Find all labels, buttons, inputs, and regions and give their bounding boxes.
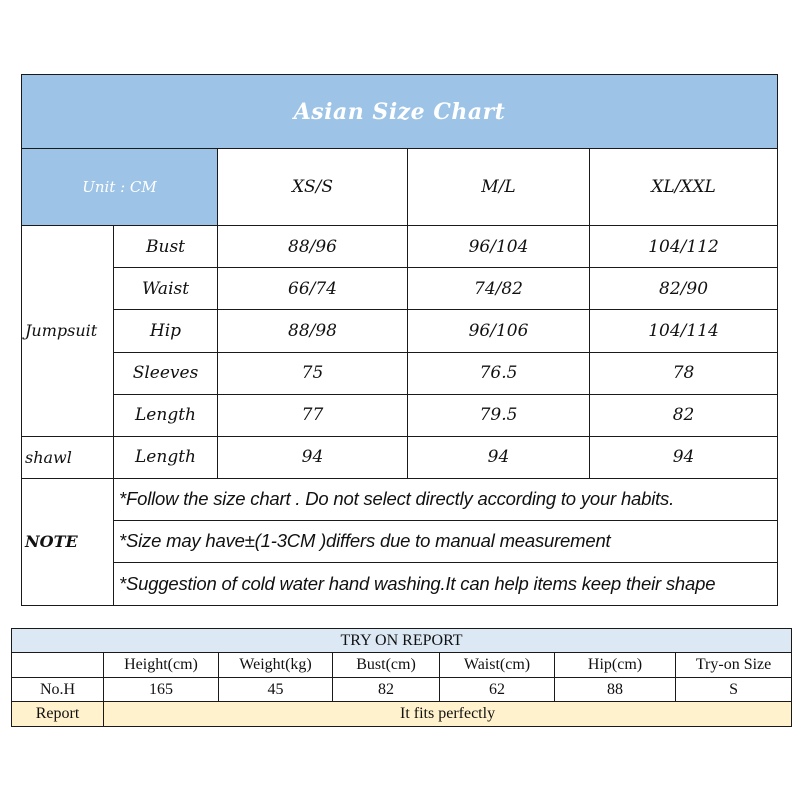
- header-blank-cell: [12, 653, 104, 678]
- size-header-m-l: M/L: [408, 149, 590, 226]
- measure-label: Length: [114, 394, 218, 436]
- size-header-xs-s: XS/S: [218, 149, 408, 226]
- size-value: 104/112: [590, 226, 778, 268]
- report-header: Try-on Size: [676, 653, 792, 678]
- report-value: 165: [104, 678, 219, 702]
- size-value: 82/90: [590, 268, 778, 310]
- shawl-label: shawl: [22, 436, 114, 478]
- measure-label: Length: [114, 436, 218, 478]
- size-value: 88/98: [218, 310, 408, 352]
- size-value: 74/82: [408, 268, 590, 310]
- note-line: *Suggestion of cold water hand washing.It can help items keep their shape: [114, 562, 778, 605]
- measure-label: Bust: [114, 226, 218, 268]
- size-value: 88/96: [218, 226, 408, 268]
- size-value: 94: [408, 436, 590, 478]
- measure-label: Hip: [114, 310, 218, 352]
- size-value: 76.5: [408, 352, 590, 394]
- measure-label: Waist: [114, 268, 218, 310]
- note-line: *Size may have±(1-3CM )differs due to manual measurement: [114, 520, 778, 562]
- measure-label: Sleeves: [114, 352, 218, 394]
- try-on-report-table: [11, 628, 792, 727]
- note-line: *Follow the size chart . Do not select directly according to your habits.: [114, 478, 778, 520]
- report-result: It fits perfectly: [104, 702, 792, 727]
- jumpsuit-label: Jumpsuit: [22, 226, 114, 436]
- size-value: 66/74: [218, 268, 408, 310]
- note-label: NOTE: [22, 478, 114, 605]
- report-header: Weight(kg): [219, 653, 333, 678]
- size-header-xl-xxl: XL/XXL: [590, 149, 778, 226]
- asian-size-chart: [21, 74, 778, 606]
- size-value: 94: [590, 436, 778, 478]
- size-value: 96/104: [408, 226, 590, 268]
- model-label: No.H: [12, 678, 104, 702]
- report-header: Waist(cm): [440, 653, 555, 678]
- report-value: 45: [219, 678, 333, 702]
- report-value: 62: [440, 678, 555, 702]
- size-value: 79.5: [408, 394, 590, 436]
- size-value: 96/106: [408, 310, 590, 352]
- unit-label: Unit : CM: [22, 149, 218, 226]
- size-value: 94: [218, 436, 408, 478]
- chart-title: Asian Size Chart: [22, 75, 778, 149]
- size-value: 104/114: [590, 310, 778, 352]
- size-value: 77: [218, 394, 408, 436]
- report-header: Height(cm): [104, 653, 219, 678]
- report-label: Report: [12, 702, 104, 727]
- report-header: Hip(cm): [555, 653, 676, 678]
- report-value: 82: [333, 678, 440, 702]
- size-value: 82: [590, 394, 778, 436]
- size-value: 75: [218, 352, 408, 394]
- report-title: TRY ON REPORT: [12, 629, 792, 653]
- report-value: 88: [555, 678, 676, 702]
- report-header: Bust(cm): [333, 653, 440, 678]
- report-value: S: [676, 678, 792, 702]
- size-value: 78: [590, 352, 778, 394]
